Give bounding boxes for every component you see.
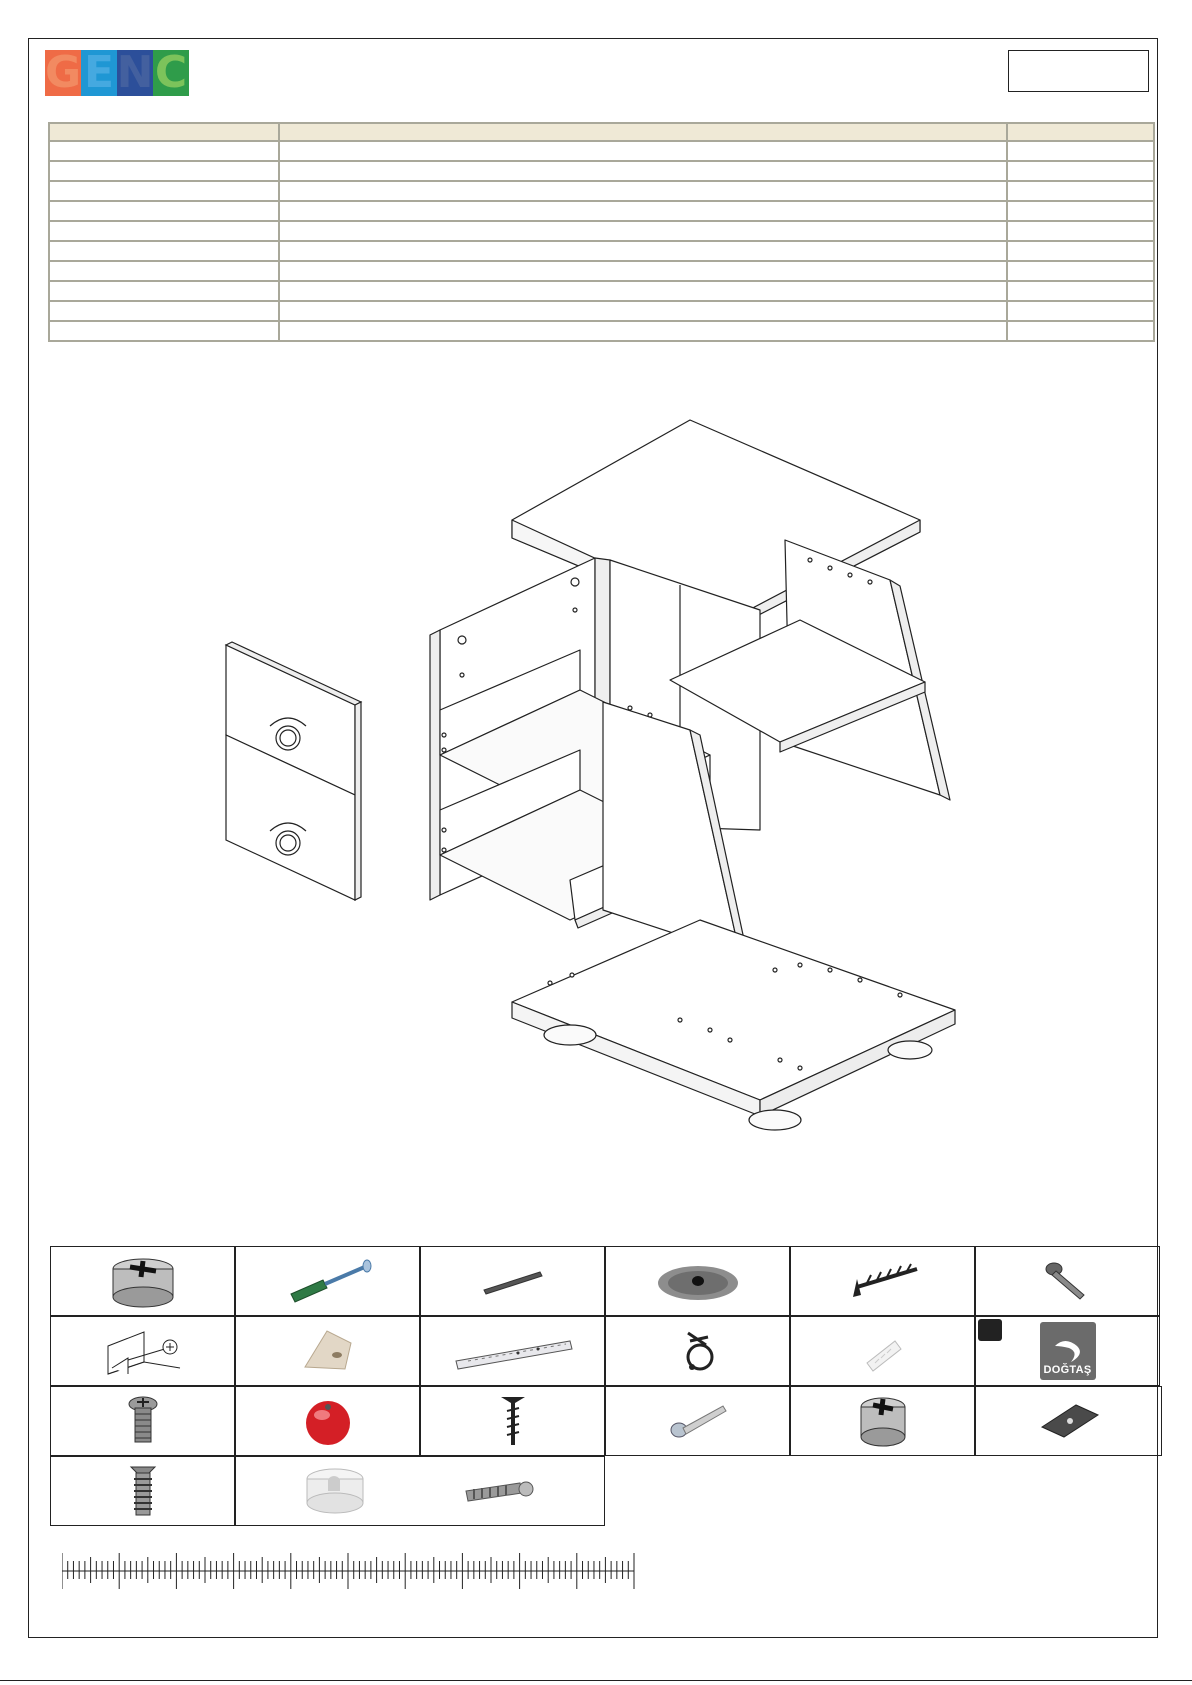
column-header-description: [279, 123, 1007, 141]
cell-description: [279, 141, 1007, 161]
corner-bracket-diagram-icon: [98, 1322, 188, 1380]
plastic-corner-block-icon: [293, 1325, 363, 1377]
table-header-row: [49, 123, 1154, 141]
cell-code: [49, 261, 279, 281]
logo-letter-n: N: [116, 47, 154, 98]
red-knob-icon: [300, 1393, 356, 1449]
cell-code: [49, 161, 279, 181]
cell-code: [49, 141, 279, 161]
hardware-cell-wood-screw: [790, 1246, 975, 1316]
cell-code: [49, 181, 279, 201]
column-header-quantity: [1007, 123, 1154, 141]
mounting-plate-icon: [1034, 1401, 1104, 1441]
hardware-cell-pan-head-screw: [50, 1386, 235, 1456]
hardware-cell-plastic-dowel: [790, 1316, 975, 1386]
cell-description: [279, 221, 1007, 241]
cell-code: [49, 241, 279, 261]
hardware-cell-corner-bracket: [50, 1316, 235, 1386]
logo-letter-c: C: [154, 47, 188, 98]
hardware-cell-drawer-slide-rail: [420, 1316, 605, 1386]
cell-quantity: [1007, 321, 1154, 341]
machine-screw-icon: [663, 1396, 733, 1446]
logo-letter-g: G: [44, 47, 82, 98]
cell-description: [279, 281, 1007, 301]
cell-quantity: [1007, 181, 1154, 201]
hardware-cell-cam-lock: [50, 1246, 235, 1316]
cell-description: [279, 161, 1007, 181]
dowel-screw-icon: [283, 1256, 373, 1306]
logo-letter-e: E: [81, 50, 117, 96]
hardware-cell-short-wood-screw: [420, 1386, 605, 1456]
base-panel: [512, 920, 955, 1116]
table-row: [49, 261, 1154, 281]
cell-quantity: [1007, 141, 1154, 161]
cell-code: [49, 201, 279, 221]
cell-description: [279, 201, 1007, 221]
brand-tile-text: DOĞTAŞ: [1043, 1364, 1092, 1376]
table-row: [49, 321, 1154, 341]
table-row: [49, 201, 1154, 221]
table-row: [49, 221, 1154, 241]
hardware-cell-plastic-corner-block: [235, 1316, 420, 1386]
cam-lock-icon: [855, 1393, 911, 1449]
cell-quantity: [1007, 281, 1154, 301]
foot-left: [544, 1025, 596, 1045]
brand-logo-tile: [1040, 1322, 1096, 1380]
parts-list-table: [48, 122, 1155, 342]
hardware-cell-felt-pad: [605, 1246, 790, 1316]
hardware-cell-mounting-plate: [975, 1386, 1162, 1456]
table-row: [49, 241, 1154, 261]
exploded-assembly-drawing: [200, 410, 980, 1140]
measurement-ruler: [62, 1553, 642, 1593]
cell-description: [279, 181, 1007, 201]
cell-code: [49, 281, 279, 301]
euro-screw-icon: [123, 1461, 163, 1521]
product-code-box: [1008, 50, 1149, 92]
foot-right: [888, 1041, 932, 1059]
brand-logo: [44, 47, 189, 98]
cell-quantity: [1007, 161, 1154, 181]
flat-head-bolt-icon: [1038, 1259, 1098, 1303]
short-wood-screw-icon: [493, 1391, 533, 1451]
wood-screw-icon: [843, 1261, 923, 1301]
drawer-fronts: [226, 642, 361, 900]
hardware-cell-drawer-ring-handle: [605, 1316, 790, 1386]
hardware-cell-brand-tile: [975, 1316, 1160, 1386]
hardware-cell-cam-lock-2: [790, 1386, 975, 1456]
table-row: [49, 281, 1154, 301]
cell-code: [49, 301, 279, 321]
column-header-code: [49, 123, 279, 141]
cell-quantity: [1007, 221, 1154, 241]
hardware-cell-red-knob: [235, 1386, 420, 1456]
cell-description: [279, 261, 1007, 281]
cell-quantity: [1007, 301, 1154, 321]
cell-quantity: [1007, 261, 1154, 281]
drawer-ring-handle-icon: [668, 1323, 728, 1379]
hardware-cell-euro-screw: [50, 1456, 235, 1526]
pan-head-screw-icon: [123, 1394, 163, 1448]
table-row: [49, 301, 1154, 321]
wood-dowel-icon: [478, 1266, 548, 1296]
plastic-dowel-icon: [853, 1329, 913, 1373]
cam-lock-icon: [108, 1253, 178, 1309]
cell-quantity: [1007, 241, 1154, 261]
plastic-cam-housing-icon: [300, 1465, 370, 1517]
cell-quantity: [1007, 201, 1154, 221]
cell-description: [279, 321, 1007, 341]
hardware-cell-cam-housing-and-bolt: [235, 1456, 605, 1526]
table-row: [49, 181, 1154, 201]
cell-description: [279, 301, 1007, 321]
table-row: [49, 161, 1154, 181]
page-bottom-rule: [0, 1680, 1192, 1681]
hardware-cell-flat-head-bolt: [975, 1246, 1160, 1316]
drawer-slide-rail-icon: [448, 1331, 578, 1371]
foot-front: [749, 1110, 801, 1130]
hardware-cell-wood-dowel: [420, 1246, 605, 1316]
hardware-cell-machine-screw: [605, 1386, 790, 1456]
felt-pad-icon: [653, 1259, 743, 1303]
hardware-cell-dowel-screw: [235, 1246, 420, 1316]
connector-bolt-icon: [460, 1471, 540, 1511]
cell-code: [49, 321, 279, 341]
cell-code: [49, 221, 279, 241]
cell-description: [279, 241, 1007, 261]
badge-marker: [978, 1319, 1002, 1341]
brand-swoosh-icon: [1051, 1338, 1085, 1364]
table-row: [49, 141, 1154, 161]
